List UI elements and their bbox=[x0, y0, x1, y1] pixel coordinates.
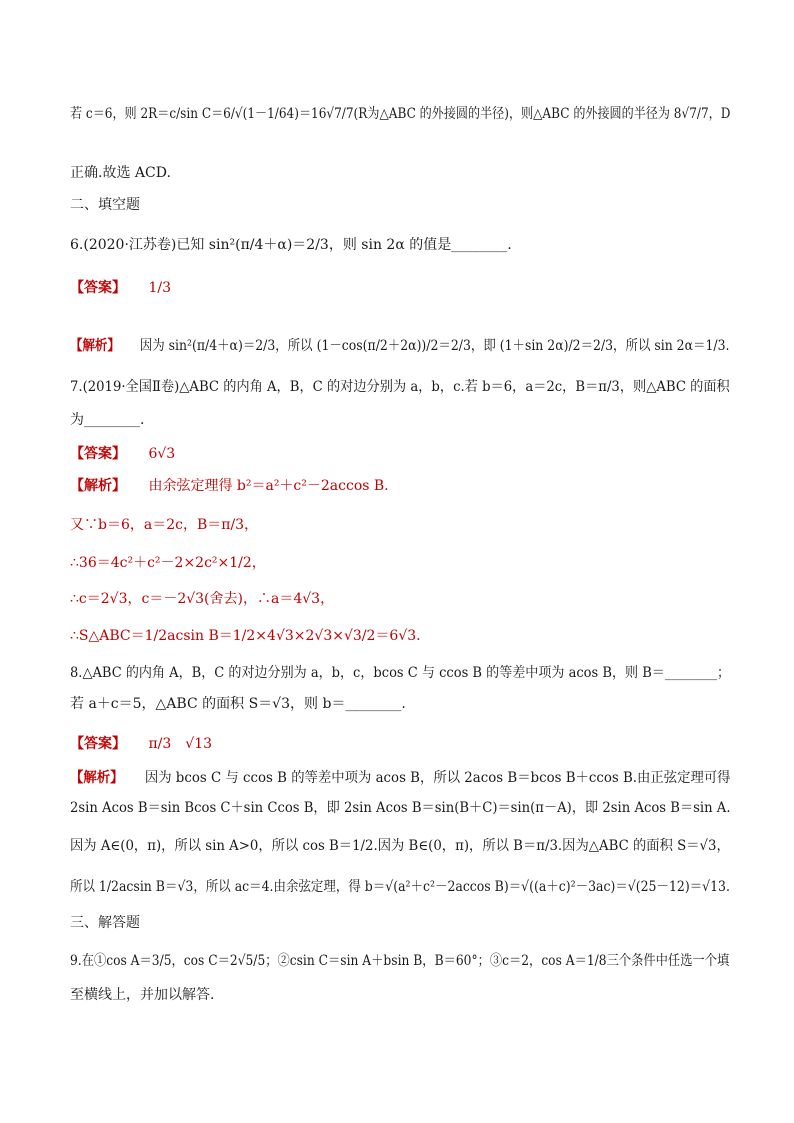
q7-analysis bbox=[70, 476, 389, 496]
analysis-tag: 【解析】 bbox=[70, 770, 124, 786]
question-8-line-2: 若 a＋c＝5，△ABC 的面积 S＝√3，则 b＝________. bbox=[70, 696, 406, 712]
q7-answer bbox=[70, 444, 175, 464]
q8-analysis-3: 因为 A∈(0，π)，所以 sin A>0，所以 cos B＝1/2.因为 B∈(0，π)，所以 B＝π/3.因为△ABC 的面积 S＝√3， bbox=[70, 838, 730, 854]
answer-value: 6√3 bbox=[148, 446, 176, 462]
q6-answer bbox=[70, 278, 171, 298]
question-6: 6.(2020·江苏卷)已知 sin²(π/4＋α)＝2/3，则 sin 2α 的值是________. bbox=[70, 237, 512, 253]
analysis-tag: 【解析】 bbox=[70, 478, 126, 494]
q7-step-1: 又∵b＝6，a＝2c，B＝π/3， bbox=[70, 517, 259, 533]
question-7-line-2: 为________. bbox=[70, 412, 145, 428]
q6-analysis bbox=[70, 336, 729, 356]
analysis-tag: 【解析】 bbox=[70, 338, 120, 354]
question-7-line-1: 7.(2019·全国Ⅱ卷)△ABC 的内角 A，B，C 的对边分别为 a，b，c.若 b＝6，a＝2c，B＝π/3，则△ABC 的面积 bbox=[70, 379, 730, 395]
q7-step-4: ∴S△ABC＝1/2acsin B＝1/2×4√3×2√3×√3/2＝6√3. bbox=[70, 628, 421, 644]
section-heading-fill-in: 二、填空题 bbox=[70, 197, 140, 213]
answer-value: π/3 √13 bbox=[148, 736, 213, 752]
analysis-text: 因为 bcos C 与 ccos B 的等差中项为 acos B，所以 2acos B＝bcos B＋ccos B.由正弦定理可得 bbox=[144, 770, 731, 786]
q8-answer bbox=[70, 734, 212, 754]
solution-line-2: 正确.故选 ACD. bbox=[70, 165, 171, 181]
section-heading-answer: 三、解答题 bbox=[70, 915, 140, 931]
q8-analysis bbox=[70, 768, 731, 788]
q7-step-2: ∴36＝4c²＋c²－2×2c²×1/2， bbox=[70, 555, 266, 571]
question-8-line-1: 8.△ABC 的内角 A，B，C 的对边分别为 a，b，c，bcos C 与 ccos B 的等差中项为 acos B，则 B＝________； bbox=[70, 665, 731, 681]
answer-tag: 【答案】 bbox=[70, 446, 126, 462]
solution-line-1: 若 c＝6，则 2R＝c/sin C＝6/√(1－1/64)＝16√7/7(R为△ABC 的外接圆的半径)，则△ABC 的外接圆的半径为 8√7/7，D bbox=[70, 106, 731, 122]
answer-value: 1/3 bbox=[148, 280, 171, 296]
answer-tag: 【答案】 bbox=[70, 280, 126, 296]
q7-step-3: ∴c＝2√3，c＝－2√3(舍去)，∴a＝4√3， bbox=[70, 591, 335, 607]
q8-analysis-4: 所以 1/2acsin B＝√3，所以 ac＝4.由余弦定理，得 b＝√(a²＋c²－2accos B)＝√((a＋c)²－3ac)＝√(25－12)＝√13. bbox=[70, 879, 730, 895]
analysis-text: 由余弦定理得 b²＝a²＋c²－2accos B. bbox=[148, 478, 389, 494]
question-9-line-1: 9.在①cos A＝3/5，cos C＝2√5/5；②csin C＝sin A＋bsin B，B＝60°；③c＝2，cos A＝1/8三个条件中任选一个填 bbox=[70, 953, 730, 969]
analysis-text: 因为 sin²(π/4＋α)＝2/3，所以 (1－cos(π/2＋2α))/2＝2/3，即 (1＋sin 2α)/2＝2/3，所以 sin 2α＝1/3. bbox=[139, 338, 730, 354]
q8-analysis-2: 2sin Acos B＝sin Bcos C＋sin Ccos B，即 2sin Acos B＝sin(B＋C)＝sin(π－A)，即 2sin Acos B＝sin A. bbox=[70, 800, 731, 816]
answer-tag: 【答案】 bbox=[70, 736, 126, 752]
question-9-line-2: 至横线上，并加以解答. bbox=[70, 987, 215, 1003]
